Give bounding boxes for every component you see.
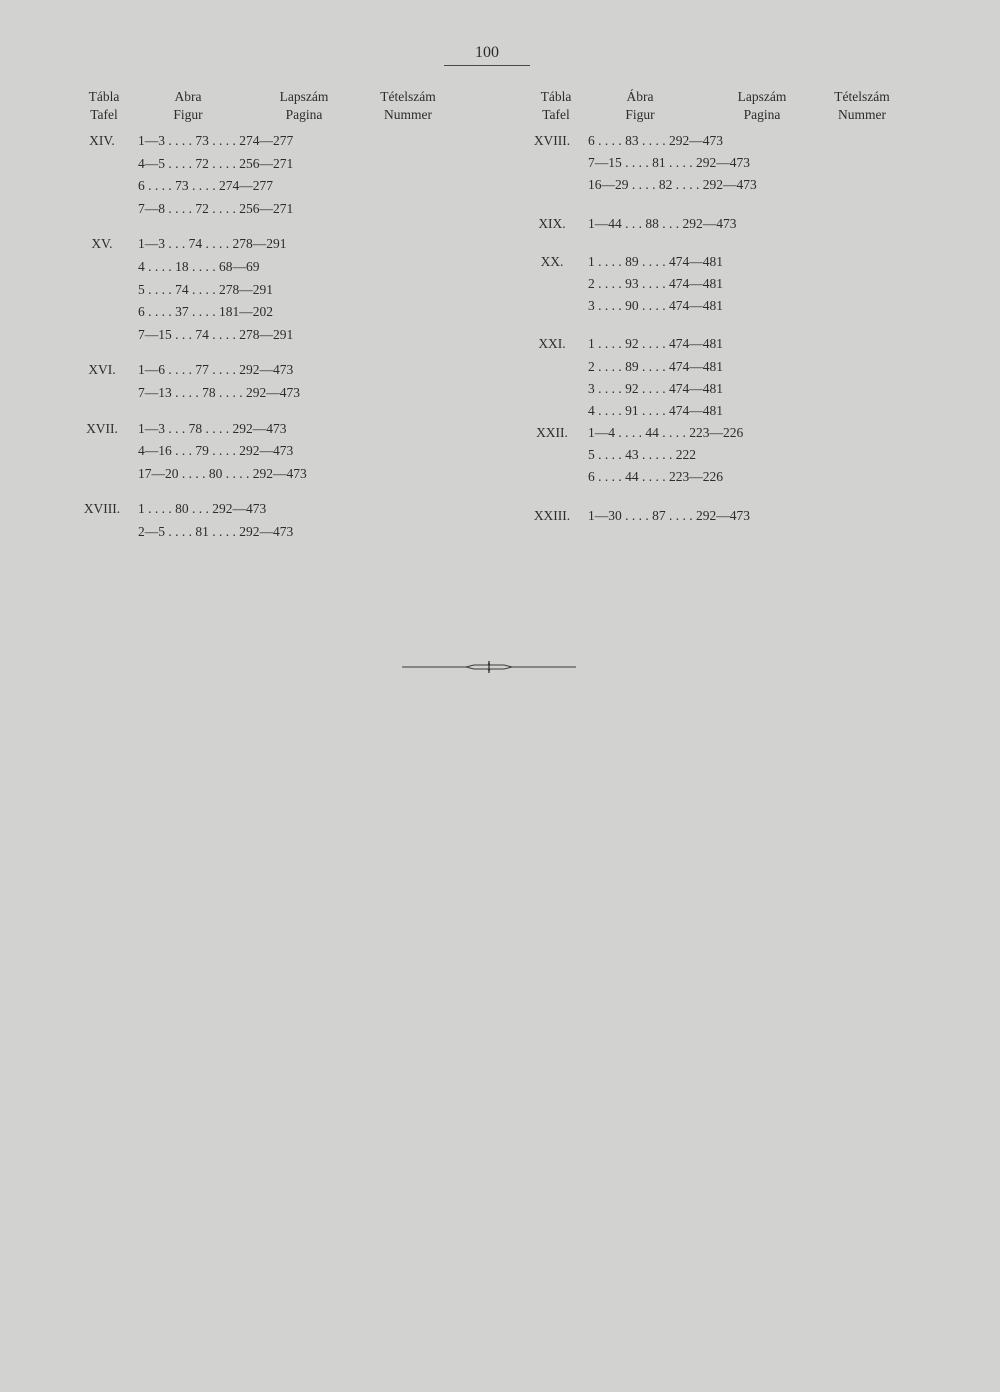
header-label-hungarian: Ábra [626,89,654,104]
figure-page-item-entry: 7—13 . . . . 78 . . . . 292—473 [138,384,300,400]
column-header-row [522,88,902,130]
figure-page-item-entry: 4 . . . . 18 . . . . 68—69 [138,258,260,274]
header-label-german: Tafel [90,107,118,122]
index-row [522,333,902,355]
figure-page-item-entry: 6 . . . . 44 . . . . 223—226 [588,469,723,485]
figure-page-item-entry: 6 . . . . 83 . . . . 292—473 [588,133,723,148]
figure-page-item-entry: 1—4 . . . . 44 . . . . 223—226 [588,425,744,441]
index-row [72,130,452,153]
figure-page-item-entry: 4 . . . . 91 . . . . 474—481 [588,402,723,418]
header-label-hungarian: Lapszám [279,89,329,104]
lapszam-header [712,88,812,124]
figure-page-item-entry: 1—3 . . . . 73 . . . . 274—277 [138,133,294,148]
index-row [72,463,452,486]
figure-page-item-entry: 1 . . . . 89 . . . . 474—481 [588,253,723,269]
index-row [72,153,452,176]
index-row [522,356,902,378]
tabla-number: XVIII. [533,133,571,148]
figure-page-item-entry: 5 . . . . 74 . . . . 278—291 [138,281,273,297]
index-row [522,422,902,444]
index-row [72,359,452,382]
index-row [522,295,902,317]
index-row [72,324,452,347]
group-spacer [522,317,902,333]
figure-page-item-entry: 2—5 . . . . 81 . . . . 292—473 [138,523,294,539]
header-label-hungarian: Tábla [540,89,572,104]
right-index-column [522,88,902,527]
index-row [72,256,452,279]
tetelszam-header [818,88,906,124]
index-row [72,498,452,521]
figure-page-item-entry: 1—3 . . . 74 . . . . 278—291 [138,236,287,252]
tabla-number: XIX. [538,215,566,231]
figure-page-item-entry: 4—5 . . . . 72 . . . . 256—271 [138,155,294,171]
index-row [72,382,452,405]
index-row [72,440,452,463]
tetelszam-header [364,88,452,124]
figure-page-item-entry: 2 . . . . 93 . . . . 474—481 [588,275,723,291]
figure-page-item-entry: 1—6 . . . . 77 . . . . 292—473 [138,362,294,378]
page-number-underline [444,65,530,66]
tabla-number: XXIII. [533,507,571,523]
figure-page-item-entry: 6 . . . . 37 . . . . 181—202 [138,304,273,320]
header-label-german: Pagina [285,107,323,122]
tabla-number: XXII. [536,425,568,441]
group-spacer [522,197,902,213]
header-label-german: Nummer [384,107,432,122]
header-label-german: Tafel [542,107,570,122]
index-row [72,175,452,198]
index-row [72,233,452,256]
group-spacer [522,489,902,505]
group-spacer [72,346,452,359]
index-row [522,466,902,488]
figure-page-item-entry: 7—15 . . . . 81 . . . . 292—473 [588,155,750,171]
group-spacer [72,485,452,498]
page-number: 100 [475,44,499,61]
abra-header [158,88,218,124]
header-label-german: Figur [173,107,203,122]
header-label-german: Figur [625,107,655,122]
figure-page-item-entry: 5 . . . . 43 . . . . . 222 [588,447,696,463]
figure-page-item-entry: 2 . . . . 89 . . . . 474—481 [588,358,723,374]
figure-page-item-entry: 7—15 . . . 74 . . . . 278—291 [138,326,294,342]
figure-page-item-entry: 3 . . . . 92 . . . . 474—481 [588,380,723,396]
figure-page-item-entry: 17—20 . . . . 80 . . . . 292—473 [138,465,307,481]
index-row [522,400,902,422]
tabla-number: XX. [540,253,564,269]
index-row [72,279,452,302]
figure-page-item-entry: 1—30 . . . . 87 . . . . 292—473 [588,507,750,523]
figure-page-item-entry: 1—3 . . . 78 . . . . 292—473 [138,420,287,436]
header-label-german: Nummer [838,107,886,122]
figure-page-item-entry: 7—8 . . . . 72 . . . . 256—271 [138,200,294,216]
tabla-number: XIV. [89,133,115,148]
ornamental-rule-icon [402,658,576,676]
group-spacer [72,220,452,233]
index-row [72,418,452,441]
figure-page-item-entry: 6 . . . . 73 . . . . 274—277 [138,178,273,194]
figure-page-item-entry: 1—44 . . . 88 . . . 292—473 [588,215,737,231]
index-row [72,301,452,324]
lapszam-header [254,88,354,124]
header-label-german: Pagina [743,107,781,122]
tabla-number: XVII. [86,420,118,436]
tabla-number: XXI. [538,336,566,352]
tabla-header [526,88,586,124]
index-row [522,444,902,466]
index-row [522,130,902,152]
header-label-hungarian: Tábla [88,89,120,104]
tabla-number: XVI. [88,362,116,378]
abra-header [610,88,670,124]
index-row [522,378,902,400]
index-row [72,198,452,221]
tabla-number: XVIII. [83,501,121,517]
header-label-hungarian: Tételszám [834,89,890,104]
figure-page-item-entry: 1 . . . . 92 . . . . 474—481 [588,336,723,352]
group-spacer [72,405,452,418]
left-index-column [72,88,452,544]
index-row [72,521,452,544]
header-label-hungarian: Lapszám [737,89,787,104]
tabla-number: XV. [91,236,113,252]
column-header-row [72,88,452,130]
figure-page-item-entry: 3 . . . . 90 . . . . 474—481 [588,298,723,314]
index-row [522,273,902,295]
header-label-hungarian: Abra [174,89,202,104]
index-row [522,251,902,273]
header-label-hungarian: Tételszám [380,89,436,104]
group-spacer [522,235,902,251]
index-row [522,174,902,196]
figure-page-item-entry: 16—29 . . . . 82 . . . . 292—473 [588,177,757,193]
index-row [522,213,902,235]
index-row [522,505,902,527]
figure-page-item-entry: 1 . . . . 80 . . . 292—473 [138,501,267,517]
index-row [522,152,902,174]
figure-page-item-entry: 4—16 . . . 79 . . . . 292—473 [138,443,294,459]
tabla-header [72,88,136,124]
